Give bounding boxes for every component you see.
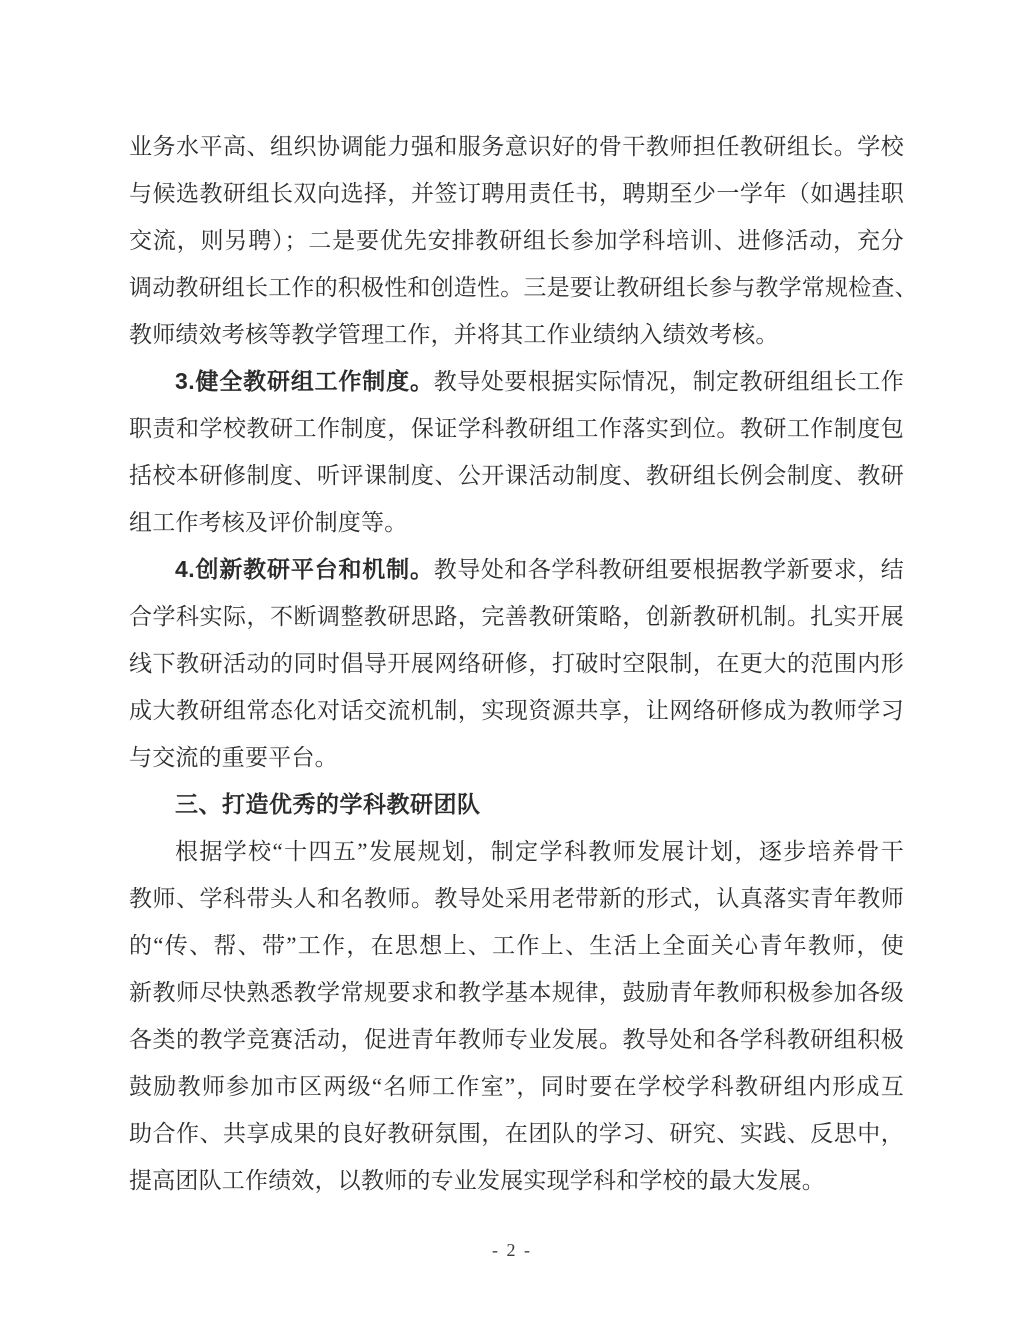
text-line	[129, 1016, 904, 1063]
text-line	[129, 499, 904, 546]
text-line	[129, 452, 904, 499]
text-line	[129, 1157, 904, 1204]
text-run: 的“传、帮、带”工作，在思想上、工作上、生活上全面关心青年教师，使	[129, 933, 904, 958]
text-line	[129, 217, 904, 264]
text-line	[129, 546, 904, 593]
document-text-body	[129, 123, 918, 1204]
text-run: 鼓励教师参加市区两级“名师工作室”，同时要在学校学科教研组内形成互	[129, 1074, 904, 1099]
text-run: 新教师尽快熟悉教学常规要求和教学基本规律，鼓励青年教师积极参加各级	[129, 980, 904, 1005]
text-line	[129, 734, 904, 781]
text-run: 各类的教学竞赛活动，促进青年教师专业发展。教导处和各学科教研组积极	[129, 1027, 904, 1052]
text-run: 根据学校“十四五”发展规划，制定学科教师发展计划，逐步培养骨干	[175, 839, 904, 864]
text-line	[129, 922, 904, 969]
text-run: 调动教研组长工作的积极性和创造性。三是要让教研组长参与教学常规检查、	[129, 275, 918, 300]
text-run: 括校本研修制度、听评课制度、公开课活动制度、教研组长例会制度、教研	[129, 463, 904, 488]
text-line	[129, 123, 904, 170]
bold-text-run: 4.创新教研平台和机制。	[175, 556, 434, 582]
text-run: 线下教研活动的同时倡导开展网络研修，打破时空限制，在更大的范围内形	[129, 651, 904, 676]
text-run: 教导处要根据实际情况，制定教研组组长工作	[433, 369, 904, 394]
text-line	[129, 264, 918, 311]
text-line	[129, 593, 904, 640]
text-line	[129, 170, 904, 217]
text-run: 教师、学科带头人和名教师。教导处采用老带新的形式，认真落实青年教师	[129, 886, 904, 911]
text-line	[129, 1110, 904, 1157]
text-run: 教师绩效考核等教学管理工作，并将其工作业绩纳入绩效考核。	[129, 322, 779, 347]
page-number: - 2 -	[492, 1240, 532, 1260]
text-run: 与交流的重要平台。	[129, 745, 338, 770]
text-run: 成大教研组常态化对话交流机制，实现资源共享，让网络研修成为教师学习	[129, 698, 904, 723]
text-run: 提高团队工作绩效，以教师的专业发展实现学科和学校的最大发展。	[129, 1168, 825, 1193]
text-run: 与候选教研组长双向选择，并签订聘用责任书，聘期至少一学年（如遇挂职	[129, 181, 904, 206]
bold-text-run: 3.健全教研组工作制度。	[175, 368, 434, 394]
bold-text-run: 三、打造优秀的学科教研团队	[175, 791, 481, 817]
text-line	[129, 687, 904, 734]
text-line	[129, 1063, 904, 1110]
text-line	[129, 311, 904, 358]
text-line	[129, 358, 904, 405]
text-run: 组工作考核及评价制度等。	[129, 510, 408, 535]
section-heading	[129, 781, 904, 828]
text-run: 助合作、共享成果的良好教研氛围，在团队的学习、研究、实践、反思中，	[129, 1121, 904, 1146]
text-line	[129, 640, 904, 687]
text-line	[129, 875, 904, 922]
text-run: 教导处和各学科教研组要根据教学新要求，结	[433, 557, 904, 582]
text-line	[129, 969, 904, 1016]
text-run: 合学科实际，不断调整教研思路，完善教研策略，创新教研机制。扎实开展	[129, 604, 904, 629]
text-run: 职责和学校教研工作制度，保证学科教研组工作落实到位。教研工作制度包	[129, 416, 904, 441]
text-line	[129, 405, 904, 452]
text-line	[129, 828, 904, 875]
text-run: 业务水平高、组织协调能力强和服务意识好的骨干教师担任教研组长。学校	[129, 134, 904, 159]
text-run: 交流，则另聘）；二是要优先安排教研组长参加学科培训、进修活动，充分	[129, 228, 904, 253]
